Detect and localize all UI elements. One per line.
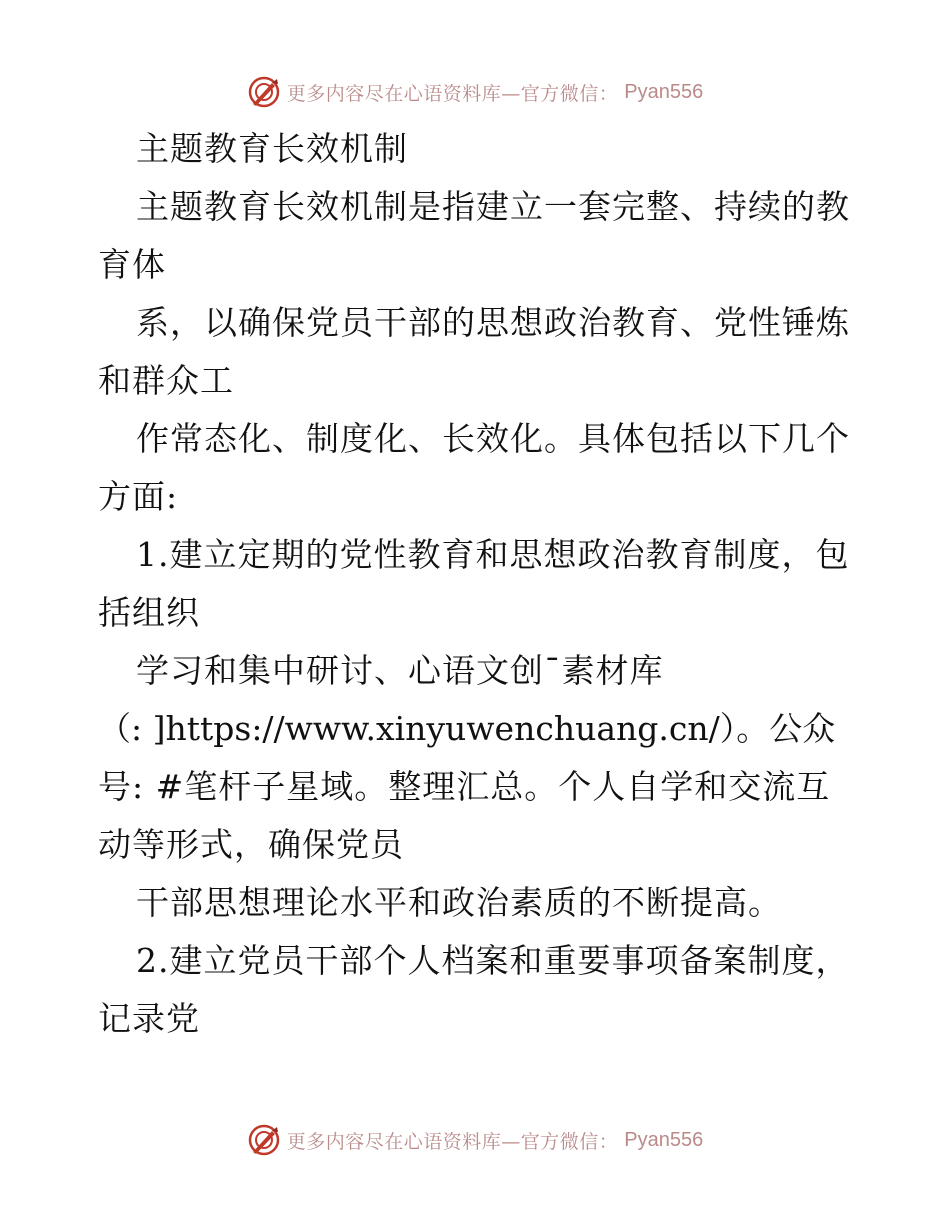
paragraph-line: 方面: [98,477,179,516]
document-body [98,120,858,1048]
header-banner-inner [247,75,703,109]
paragraph-line: 记录党 [98,999,200,1038]
paragraph-line: 括组织 [98,593,200,632]
footer-banner-inner [247,1123,703,1157]
pen-logo-icon [247,75,281,109]
paragraph-line: 系，以确保党员干部的思想政治教育、党性锤炼 [136,303,850,342]
paragraph-line: 和群众工 [98,361,234,400]
paragraph-line: 学习和集中研讨、心语文创¯素材库 [136,651,664,690]
footer-banner [0,1120,950,1160]
header-banner-wechat-id: Pyan556 [624,80,704,103]
paragraph-line: 号: #笔杆子星域。整理汇总。个人自学和交流互 [98,767,831,806]
document-title: 主题教育长效机制 [136,129,408,168]
paragraph-line: 育体 [98,245,166,284]
header-banner [0,72,950,112]
footer-banner-wechat-id: Pyan556 [624,1128,704,1151]
paragraph-line: 主题教育长效机制是指建立一套完整、持续的教 [136,187,850,226]
header-banner-text: 更多内容尽在心语资料库—官方微信： [286,82,619,105]
footer-banner-text: 更多内容尽在心语资料库—官方微信： [286,1130,619,1153]
pen-logo-icon [247,1123,281,1157]
list-item-2-line: 2.建立党员干部个人档案和重要事项备案制度， [136,941,850,980]
paragraph-line: 作常态化、制度化、长效化。具体包括以下几个 [136,419,850,458]
paragraph-line: 动等形式，确保党员 [98,825,404,864]
paragraph-line: 干部思想理论水平和政治素质的不断提高。 [136,883,782,922]
list-item-1-line: 1.建立定期的党性教育和思想政治教育制度，包 [136,535,850,574]
url-line: （: ]https://www.xinyuwenchuang.cn/）。公众 [98,709,836,748]
